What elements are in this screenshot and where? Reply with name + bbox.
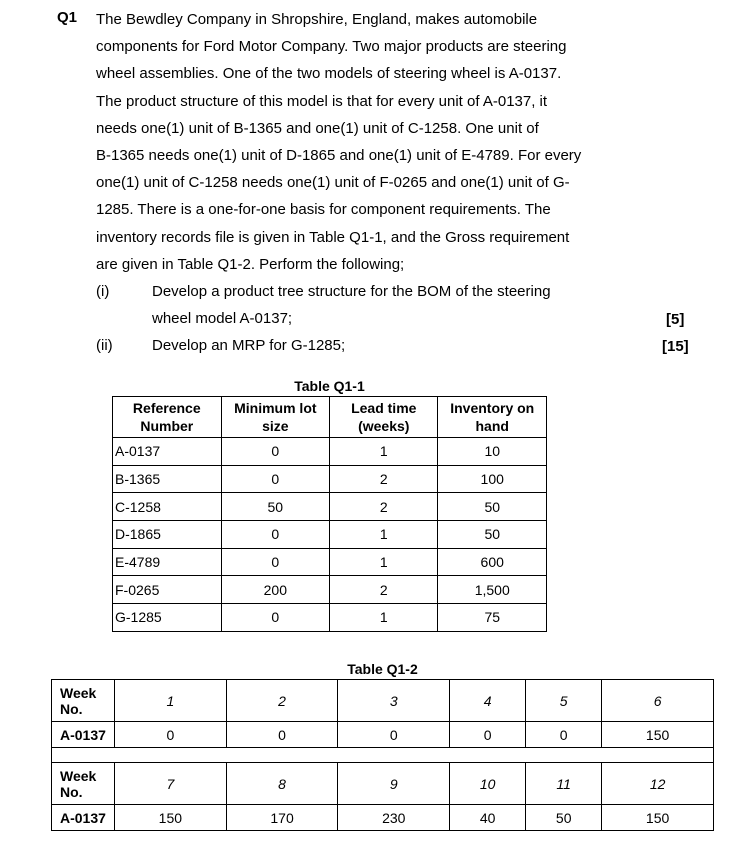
- gross-requirements-table: [51, 679, 714, 831]
- text-line-3: wheel assemblies. One of the two models of steering wheel is A-0137.: [96, 65, 562, 83]
- task-ii-marks: [15]: [662, 338, 689, 355]
- text-line-5: needs one(1) unit of B-1365 and one(1) unit of C-1258. One unit of: [96, 119, 539, 137]
- header-inventory-on-hand: Inventory on hand: [438, 397, 547, 438]
- text-line-8: 1285. There is a one-for-one basis for component requirements. The: [96, 201, 551, 219]
- task-ii-label: (ii): [96, 337, 113, 354]
- table-row: C-1258 50 2 50: [113, 493, 547, 521]
- table-row: B-1365 0 2 100: [113, 465, 547, 493]
- text-line-6: B-1365 needs one(1) unit of D-1865 and one(1) unit of E-4789. For every: [96, 147, 582, 165]
- task-i-marks: [5]: [666, 311, 685, 328]
- table1-caption: Table Q1-1: [294, 378, 365, 394]
- table-row: A-0137 0 1 10: [113, 438, 547, 466]
- week-label: Week No.: [52, 763, 115, 805]
- requirement-row-1: A-0137 0 0 0 0 0 150: [52, 722, 714, 748]
- task-i-line-1: Develop a product tree structure for the BOM of the steering: [152, 283, 551, 300]
- text-line-1: The Bewdley Company in Shropshire, England, makes automobile: [96, 11, 538, 28]
- requirement-row-2: A-0137 150 170 230 40 50 150: [52, 805, 714, 831]
- inventory-records-table: [112, 396, 547, 632]
- table-row: F-0265 200 2 1,500: [113, 576, 547, 604]
- table-row: D-1865 0 1 50: [113, 521, 547, 549]
- table-row: E-4789 0 1 600: [113, 548, 547, 576]
- header-reference-number: Reference Number: [113, 397, 222, 438]
- task-i-line-2: wheel model A-0137;: [152, 310, 293, 327]
- spacer-row: [52, 748, 714, 763]
- text-line-2: components for Ford Motor Company. Two major products are steering: [96, 38, 567, 56]
- text-line-9: inventory records file is given in Table Q1-1, and the Gross requirement: [96, 228, 570, 246]
- text-line-4: The product structure of this model is that for every unit of A-0137, it: [96, 92, 548, 110]
- week-row-1: Week No. 1 2 3 4 5 6: [52, 680, 714, 722]
- table2-caption: Table Q1-2: [347, 661, 418, 677]
- table-row: G-1285 0 1 75: [113, 604, 547, 632]
- week-row-2: Week No. 7 8 9 10 11 12: [52, 763, 714, 805]
- task-ii-line-1: Develop an MRP for G-1285;: [152, 337, 346, 354]
- text-line-10: are given in Table Q1-2. Perform the following;: [96, 255, 405, 273]
- text-line-7: one(1) unit of C-1258 needs one(1) unit of F-0265 and one(1) unit of G-: [96, 174, 570, 192]
- item-label: A-0137: [52, 722, 115, 748]
- header-lead-time: Lead time (weeks): [330, 397, 438, 438]
- item-label: A-0137: [52, 805, 115, 831]
- question-number: Q1: [57, 9, 78, 26]
- header-minimum-lot-size: Minimum lot size: [221, 397, 330, 438]
- table1-header-row: [113, 397, 547, 438]
- question-text: [96, 6, 637, 278]
- week-label: Week No.: [52, 680, 115, 722]
- task-i-label: (i): [96, 283, 110, 300]
